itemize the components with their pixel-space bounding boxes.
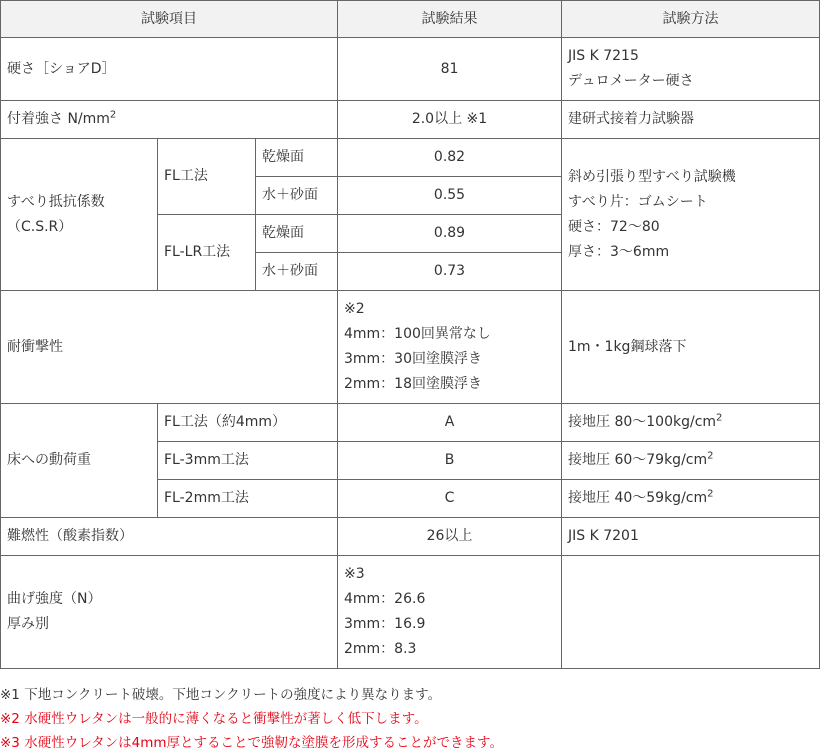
impact-result-line2: 4mm：100回異常なし — [344, 326, 491, 342]
impact-method: 1m・1kg鋼球落下 — [562, 291, 820, 404]
slip-method-line3: 硬さ：72～80 — [568, 218, 660, 235]
bending-item-line2: 厚み別 — [7, 616, 49, 632]
adhesion-item — [1, 101, 338, 139]
hardness-method — [562, 38, 820, 101]
bending-item — [1, 556, 338, 669]
load-pressure-1-text: 接地圧 80～100kg/cm — [568, 414, 717, 430]
slip-item — [1, 139, 158, 291]
slip-fl-wet-value: 0.55 — [338, 177, 562, 215]
table-row — [1, 101, 820, 139]
header-test-result: 試験結果 — [338, 1, 562, 38]
slip-method-line1: 斜め引張り型すべり試験機 — [568, 168, 736, 185]
slip-fl-dry-value: 0.82 — [338, 139, 562, 177]
bending-result-line4: 2mm：8.3 — [344, 641, 417, 657]
header-test-method: 試験方法 — [562, 1, 820, 38]
load-grade-3: C — [338, 480, 562, 518]
impact-result-line1: ※2 — [344, 301, 365, 317]
load-method-name-1: FL工法（約4mm） — [158, 404, 338, 442]
load-grade-2: B — [338, 442, 562, 480]
load-method-name-2: FL-3mm工法 — [158, 442, 338, 480]
bending-item-line1: 曲げ強度（N） — [7, 591, 102, 607]
bending-result-line2: 4mm：26.6 — [344, 591, 426, 607]
header-test-item: 試験項目 — [1, 1, 338, 38]
slip-fl-dry-label: 乾燥面 — [256, 139, 338, 177]
table-row — [1, 291, 820, 404]
bending-result — [338, 556, 562, 669]
load-pressure-3-superscript: 2 — [707, 488, 714, 500]
hardness-method-line1: JIS K 7215 — [568, 48, 639, 64]
footnotes — [0, 683, 503, 755]
table-header-row — [1, 1, 820, 38]
slip-method-line4: 厚さ：3～6mm — [568, 243, 670, 260]
impact-result — [338, 291, 562, 404]
load-method-name-3: FL-2mm工法 — [158, 480, 338, 518]
load-pressure-2-text: 接地圧 60～79kg/cm — [568, 452, 708, 468]
bending-result-line3: 3mm：16.9 — [344, 616, 426, 632]
slip-item-line1: すべり抵抗係数 — [7, 193, 105, 210]
bending-result-line1: ※3 — [344, 566, 365, 582]
adhesion-item-text: 付着強さ N/mm — [7, 111, 110, 127]
flame-result: 26以上 — [338, 518, 562, 556]
hardness-result: 81 — [338, 38, 562, 101]
footnote-2: ※2 水硬性ウレタンは一般的に薄くなると衝撃性が著しく低下します。 — [0, 711, 428, 727]
slip-group-fl: FL工法 — [158, 139, 256, 215]
load-grade-1: A — [338, 404, 562, 442]
footnote-3: ※3 水硬性ウレタンは4mm厚とすることで強靭な塗膜を形成することができます。 — [0, 735, 503, 751]
flame-item: 難燃性（酸素指数） — [1, 518, 338, 556]
adhesion-item-superscript: 2 — [109, 109, 117, 121]
load-item: 床への動荷重 — [1, 404, 158, 518]
impact-result-line3: 3mm：30回塗膜浮き — [344, 351, 482, 367]
slip-method — [562, 139, 820, 291]
adhesion-method: 建研式接着力試験器 — [562, 101, 820, 139]
slip-fl-wet-label: 水＋砂面 — [256, 177, 338, 215]
slip-group-fl-lr: FL-LR工法 — [158, 215, 256, 291]
load-pressure-2 — [562, 442, 820, 480]
table-row — [1, 556, 820, 669]
load-pressure-3-text: 接地圧 40～59kg/cm — [568, 490, 708, 506]
slip-item-line2: （C.S.R） — [7, 218, 73, 235]
slip-fl-lr-dry-label: 乾燥面 — [256, 215, 338, 253]
slip-method-line2: すべり片：ゴムシート — [568, 193, 708, 210]
impact-result-line4: 2mm：18回塗膜浮き — [344, 376, 482, 392]
table-row — [1, 404, 820, 442]
load-pressure-3 — [562, 480, 820, 518]
impact-item: 耐衝撃性 — [1, 291, 338, 404]
slip-fl-lr-wet-value: 0.73 — [338, 253, 562, 291]
load-pressure-1 — [562, 404, 820, 442]
slip-fl-lr-wet-label: 水＋砂面 — [256, 253, 338, 291]
load-pressure-2-superscript: 2 — [707, 450, 714, 462]
table-row — [1, 139, 820, 177]
flame-method: JIS K 7201 — [562, 518, 820, 556]
table-row — [1, 38, 820, 101]
hardness-method-line2: デュロメーター硬さ — [568, 73, 694, 89]
footnote-1: ※1 下地コンクリート破壊。下地コンクリートの強度により異なります。 — [0, 687, 442, 703]
slip-fl-lr-dry-value: 0.89 — [338, 215, 562, 253]
hardness-item: 硬さ［ショアD］ — [1, 38, 338, 101]
bending-method — [562, 556, 820, 669]
load-pressure-1-superscript: 2 — [716, 412, 723, 424]
table-row — [1, 518, 820, 556]
adhesion-result: 2.0以上 ※1 — [338, 101, 562, 139]
